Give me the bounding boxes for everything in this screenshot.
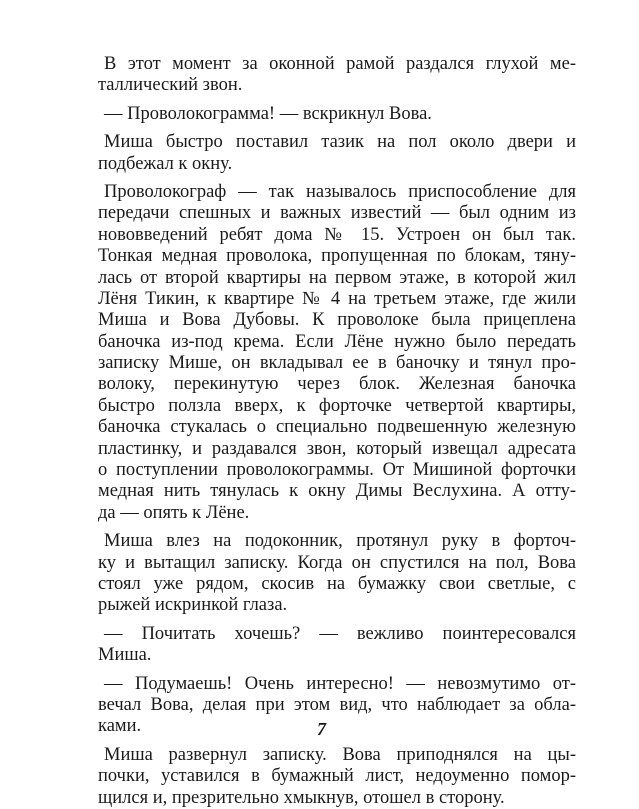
paragraph — [98, 745, 576, 809]
text-line: нововведений ребят дома № 15. Устроен он был так. — [98, 224, 576, 245]
text-line: пластинку, и раздавался звон, который извещал адресата — [98, 438, 576, 459]
paragraph-gap — [98, 125, 576, 132]
text-line: Миша влез на подоконник, протянул руку в форточ- — [104, 531, 576, 552]
text-line: В этот момент за оконной рамой раздался глухой ме- — [104, 54, 576, 74]
page-number: 7 — [317, 719, 326, 739]
paragraph-gap — [98, 175, 576, 182]
text-line: Проволокограф — так называлось приспособление для — [104, 181, 576, 202]
text-line: Миша развернул записку. Вова приподнялся на цы- — [104, 744, 576, 765]
text-line: таллический звон. — [98, 75, 243, 96]
text-line: баночка стукалась о специально подвешенную железную — [98, 417, 576, 438]
paragraph — [98, 104, 576, 125]
text-line: да — опять к Лёне. — [98, 502, 250, 523]
text-line: вечал Вова, делая при этом вид, что наблюдает за обла- — [98, 694, 576, 715]
text-line: стоял уже рядом, скосив на бумажку свои светлые, с — [98, 573, 576, 594]
paragraph-gap — [98, 97, 576, 104]
text-line: волоку, перекинутую через блок. Железная баночка — [98, 374, 576, 395]
text-line: Тонкая медная проволока, пропущенная по блокам, тяну- — [98, 246, 576, 267]
paragraph-gap — [98, 617, 576, 624]
text-line: Миша и Вова Дубовы. К проволоке была прицеплена — [98, 310, 576, 331]
body-text — [98, 54, 576, 809]
text-line: — Почитать хочешь? — вежливо поинтересовался — [104, 623, 576, 644]
paragraph — [98, 54, 576, 97]
text-line: передачи спешных и важных известий — был одним из — [98, 203, 576, 224]
text-line: баночка из-под крема. Если Лёне нужно было передать — [98, 331, 576, 352]
text-line: почки, уставился в бумажный лист, недоуменно помор- — [98, 766, 576, 787]
text-line: ку и вытащил записку. Когда он спустился на пол, Вова — [98, 552, 576, 573]
text-line: Миша быстро поставил тазик на пол около двери и — [104, 132, 576, 153]
text-line: ками. — [98, 716, 142, 737]
text-line: лась от второй квартиры на первом этаже, в которой жил — [98, 267, 576, 288]
text-line: рыжей искринкой глаза. — [98, 595, 288, 616]
paragraph-gap — [98, 524, 576, 531]
text-line: о поступлении проволокограммы. От Мишиной форточки — [98, 460, 576, 481]
paragraph — [98, 531, 576, 617]
text-line: быстро ползла вверх, к форточке четвертой квартиры, — [98, 395, 576, 416]
paragraph-gap — [98, 667, 576, 674]
text-line: — Проволокограмма! — вскрикнул Вова. — [104, 103, 432, 124]
paragraph — [98, 182, 576, 524]
text-line: подбежал к окну. — [98, 153, 233, 174]
text-line: записку Мише, он вкладывал ее в баночку и тянул про- — [98, 353, 576, 374]
text-line: Миша. — [98, 645, 152, 666]
paragraph — [98, 132, 576, 175]
text-line: медная нить тянулась к окну Димы Веслухина. А отту- — [98, 481, 576, 502]
text-line: щился и, презрительно хмыкнув, отошел в сторону. — [98, 787, 505, 808]
paragraph — [98, 624, 576, 667]
text-line: Лёня Тикин, к квартире № 4 на третьем этаже, где жили — [98, 288, 576, 309]
text-line: — Подумаешь! Очень интересно! — невозмутимо от- — [104, 673, 576, 694]
